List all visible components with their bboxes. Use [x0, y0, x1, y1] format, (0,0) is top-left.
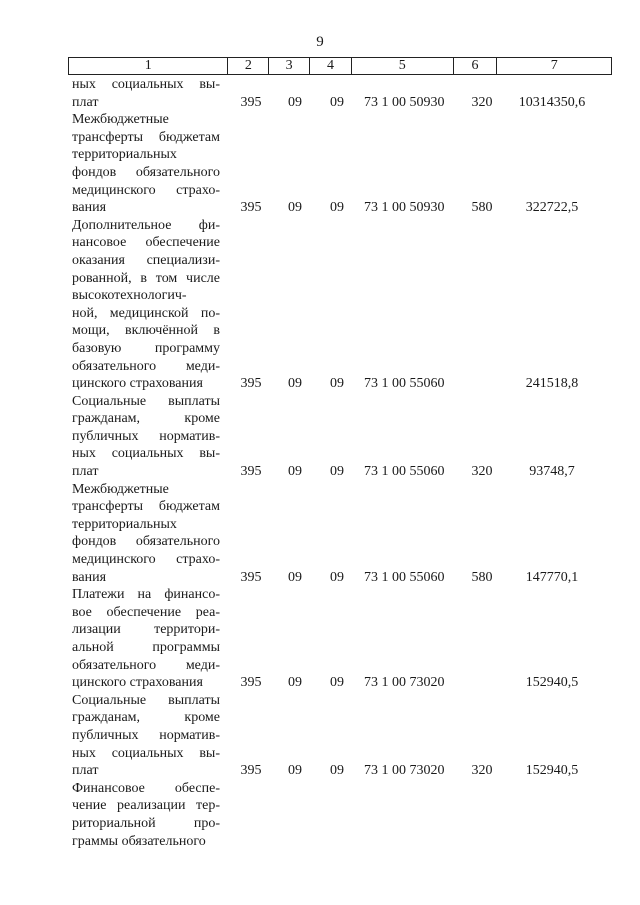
cell-c7: 152940,5 [525, 675, 579, 691]
cell-c5: 73 1 00 55060 [364, 464, 445, 480]
table-row [0, 780, 640, 850]
cell-c7: 241518,8 [525, 376, 579, 392]
cell-c4: 09 [330, 464, 344, 480]
description-line: плат [72, 94, 99, 110]
cell-c2: 395 [240, 376, 262, 392]
description-line: трансферты бюджетам [72, 129, 220, 145]
cell-c2: 395 [240, 763, 262, 779]
description-line: ных социальных вы- [72, 77, 220, 92]
description-line: граммы обязательного [72, 833, 206, 849]
cell-c7: 147770,1 [525, 569, 579, 585]
description-line: гражданам, кроме [72, 411, 220, 427]
description-line: цинского страхования [72, 675, 203, 691]
table-row [0, 481, 640, 587]
page-number: 9 [316, 34, 324, 50]
table-row [0, 692, 640, 780]
cell-c6: 580 [471, 200, 493, 216]
description-line: альной программы [72, 640, 220, 655]
description-line: базовую программу [72, 340, 220, 356]
row-description [72, 393, 220, 481]
description-line: территориальных [72, 147, 177, 163]
cell-c7: 152940,5 [525, 763, 579, 779]
row-description [72, 111, 220, 217]
cell-c6: 320 [471, 464, 493, 480]
description-line: ных социальных вы- [72, 745, 220, 761]
description-line: Социальные выплаты [72, 692, 220, 708]
description-line: медицинского страхо- [72, 182, 220, 198]
description-line: чение реализации тер- [72, 798, 220, 814]
description-line: публичных норматив- [72, 428, 220, 444]
row-description [72, 586, 220, 692]
cell-c3: 09 [288, 94, 302, 110]
row-description [72, 780, 220, 850]
description-line: ных социальных вы- [72, 446, 220, 462]
cell-c5: 73 1 00 73020 [364, 675, 445, 691]
cell-c4: 09 [330, 569, 344, 585]
description-line: плат [72, 464, 99, 480]
cell-c4: 09 [330, 376, 344, 392]
cell-c4: 09 [330, 94, 344, 110]
cell-c5: 73 1 00 55060 [364, 569, 445, 585]
description-line: обязательного меди- [72, 358, 220, 374]
cell-c7: 93748,7 [529, 464, 575, 480]
description-line: плат [72, 763, 99, 779]
description-line: трансферты бюджетам [72, 499, 220, 515]
header-col-2: 2 [228, 58, 269, 74]
description-line: лизации территори- [72, 622, 220, 638]
header-col-3: 3 [269, 58, 310, 74]
table-row [0, 393, 640, 481]
cell-c6: 320 [471, 94, 493, 110]
cell-c6: 320 [471, 763, 493, 779]
description-line: фондов обязательного [72, 534, 220, 550]
description-line: риториальной про- [72, 815, 220, 831]
description-line: фондов обязательного [72, 164, 220, 180]
description-line: вания [72, 569, 107, 585]
description-line: гражданам, кроме [72, 710, 220, 726]
table-row [0, 111, 640, 217]
cell-c3: 09 [288, 569, 302, 585]
description-line: вое обеспечение реа- [72, 604, 220, 620]
table-row [0, 586, 640, 692]
cell-c7: 10314350,6 [518, 94, 586, 110]
cell-c3: 09 [288, 763, 302, 779]
description-line: Дополнительное фи- [72, 217, 220, 233]
description-line: Социальные выплаты [72, 393, 220, 409]
description-line: нансовое обеспечение [72, 235, 220, 251]
row-description [72, 76, 220, 111]
description-line: публичных норматив- [72, 727, 220, 743]
description-line: Финансовое обеспе- [72, 780, 220, 796]
description-line: Межбюджетные [72, 481, 169, 497]
description-line: мощи, включённой в [72, 323, 220, 339]
row-description [72, 481, 220, 587]
description-line: территориальных [72, 516, 177, 532]
cell-c2: 395 [240, 675, 262, 691]
description-line: обязательного меди- [72, 657, 220, 673]
cell-c2: 395 [240, 200, 262, 216]
table-row [0, 76, 640, 111]
cell-c5: 73 1 00 50930 [364, 200, 445, 216]
description-line: оказания специализи- [72, 252, 220, 268]
cell-c4: 09 [330, 200, 344, 216]
description-line: Межбюджетные [72, 112, 169, 128]
cell-c4: 09 [330, 763, 344, 779]
table-header [68, 57, 612, 75]
cell-c2: 395 [240, 464, 262, 480]
description-line: медицинского страхо- [72, 552, 220, 568]
row-description [72, 692, 220, 780]
cell-c4: 09 [330, 675, 344, 691]
description-line: ной, медицинской по- [72, 305, 220, 321]
cell-c3: 09 [288, 464, 302, 480]
description-line: рованной, в том числе [72, 270, 220, 286]
cell-c5: 73 1 00 73020 [364, 763, 445, 779]
header-col-6: 6 [454, 58, 498, 74]
cell-c5: 73 1 00 55060 [364, 376, 445, 392]
cell-c7: 322722,5 [525, 200, 579, 216]
cell-c6: 580 [471, 569, 493, 585]
header-col-1: 1 [69, 58, 228, 74]
description-line: вания [72, 200, 107, 216]
cell-c2: 395 [240, 94, 262, 110]
header-col-4: 4 [310, 58, 352, 74]
row-description [72, 217, 220, 393]
cell-c5: 73 1 00 50930 [364, 94, 445, 110]
description-line: Платежи на финансо- [72, 587, 220, 603]
cell-c2: 395 [240, 569, 262, 585]
table-row [0, 217, 640, 393]
header-col-7: 7 [550, 58, 558, 73]
header-col-5: 5 [352, 58, 454, 74]
cell-c3: 09 [288, 200, 302, 216]
description-line: цинского страхования [72, 376, 203, 392]
cell-c3: 09 [288, 376, 302, 392]
table-body [0, 76, 640, 850]
cell-c3: 09 [288, 675, 302, 691]
description-line: высокотехнологич- [72, 288, 187, 304]
